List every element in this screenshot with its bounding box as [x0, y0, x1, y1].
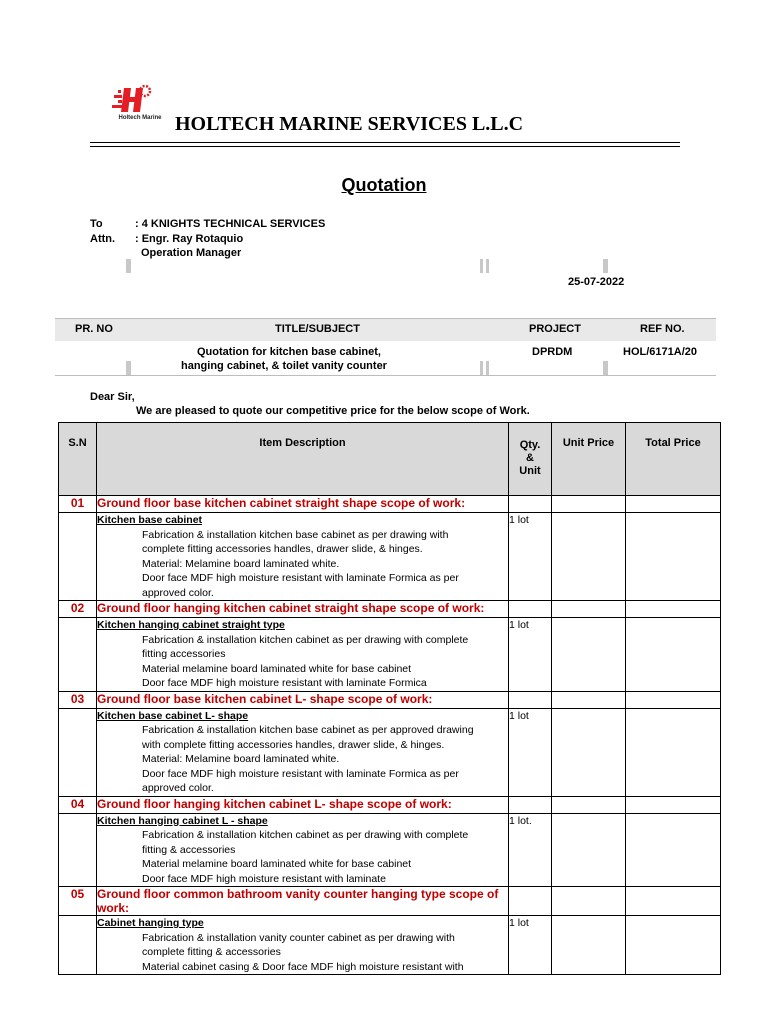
- empty-cell: [552, 813, 626, 887]
- cell-marker: [486, 259, 489, 273]
- total-price-header: Total Price: [626, 423, 721, 496]
- salutation: Dear Sir,: [90, 391, 135, 403]
- item-subtitle: Cabinet hanging type: [97, 917, 204, 929]
- item-description: [97, 513, 509, 601]
- item-subtitle: Kitchen base cabinet: [97, 514, 203, 526]
- project-value: DPRDM: [532, 346, 573, 358]
- item-qty: 1 lot: [509, 618, 552, 692]
- empty-cell: [552, 916, 626, 975]
- section-body-row: [59, 916, 721, 975]
- section-header-row: [59, 496, 721, 513]
- attn-label: Attn.: [90, 233, 116, 245]
- title-line-1: Quotation for kitchen base cabinet,: [197, 346, 381, 358]
- item-line: Fabrication & installation kitchen base cabinet as per drawing with: [142, 528, 449, 541]
- item-line: Door face MDF high moisture resistant with laminate Formica: [142, 677, 427, 689]
- item-line: fitting & accessories: [142, 843, 236, 856]
- attn-value: : Engr. Ray Rotaquio: [135, 233, 244, 245]
- empty-cell: [552, 796, 626, 813]
- item-line: Material cabinet casing & Door face MDF high moisture resistant with: [142, 960, 464, 973]
- section-number: 05: [59, 887, 97, 916]
- document-title: Quotation: [341, 175, 427, 195]
- empty-cell: [509, 601, 552, 618]
- item-line: approved color.: [142, 586, 214, 599]
- item-line: Door face MDF high moisture resistant with laminate Formica as per: [142, 767, 459, 780]
- cell-marker: [126, 361, 131, 375]
- item-line: Material melamine board laminated white for base cabinet: [142, 858, 412, 870]
- item-subtitle: Kitchen base cabinet L- shape: [97, 709, 249, 722]
- empty-cell: [59, 916, 97, 975]
- section-header-row: [59, 796, 721, 813]
- item-description: [97, 618, 509, 692]
- item-line: fitting accessories: [142, 648, 226, 660]
- empty-cell: [552, 691, 626, 708]
- cell-marker: [603, 259, 608, 273]
- empty-cell: [552, 513, 626, 601]
- ref-no-header: REF NO.: [640, 323, 685, 335]
- empty-cell: [59, 618, 97, 692]
- item-line: Material melamine board laminated white for base cabinet: [142, 662, 412, 675]
- item-line: Material: Melamine board laminated white.: [142, 557, 340, 570]
- section-title: Ground floor base kitchen cabinet L- shape scope of work:: [97, 691, 509, 708]
- empty-cell: [552, 708, 626, 796]
- item-subtitle: Kitchen hanging cabinet L - shape: [97, 814, 268, 827]
- item-line: Material: Melamine board laminated white.: [142, 753, 340, 765]
- section-title: Ground floor hanging kitchen cabinet straight shape scope of work:: [97, 601, 509, 618]
- item-line: approved color.: [142, 782, 214, 794]
- cell-marker: [480, 259, 483, 273]
- item-line: with complete fitting accessories handles, drawer slide, & hinges.: [142, 738, 445, 751]
- empty-cell: [552, 601, 626, 618]
- empty-cell: [59, 813, 97, 887]
- to-value: : 4 KNIGHTS TECHNICAL SERVICES: [135, 218, 326, 230]
- item-qty: 1 lot: [509, 513, 552, 601]
- empty-cell: [626, 601, 721, 618]
- header-rule: [90, 142, 680, 143]
- section-header-row: [59, 601, 721, 618]
- unit-price-header: Unit Price: [552, 423, 626, 496]
- item-description: [97, 708, 509, 796]
- empty-cell: [626, 813, 721, 887]
- logo-text: Holtech Marine: [118, 115, 162, 121]
- item-description: [97, 916, 509, 975]
- to-label: To: [90, 218, 103, 230]
- empty-cell: [509, 796, 552, 813]
- empty-cell: [626, 708, 721, 796]
- item-qty: 1 lot.: [509, 813, 552, 887]
- empty-cell: [626, 887, 721, 916]
- section-title: Ground floor common bathroom vanity counter hanging type scope of work:: [97, 887, 509, 916]
- cell-marker: [603, 361, 608, 375]
- section-title: Ground floor hanging kitchen cabinet L- shape scope of work:: [97, 796, 509, 813]
- attn-role: Operation Manager: [141, 247, 242, 259]
- item-line: Fabrication & installation kitchen base cabinet as per approved drawing: [142, 724, 474, 736]
- empty-cell: [509, 887, 552, 916]
- item-line: Fabrication & installation kitchen cabinet as per drawing with complete: [142, 633, 469, 646]
- item-subtitle: Kitchen hanging cabinet straight type: [97, 619, 285, 631]
- empty-cell: [59, 708, 97, 796]
- company-name: HOLTECH MARINE SERVICES L.L.C: [175, 113, 524, 135]
- title-subject-header: TITLE/SUBJECT: [275, 323, 360, 335]
- item-line: complete fitting & accessories: [142, 946, 281, 958]
- items-table: [58, 422, 721, 975]
- item-line: complete fitting accessories handles, drawer slide, & hinges.: [142, 543, 423, 555]
- empty-cell: [626, 796, 721, 813]
- pr-no-header: PR. NO: [75, 323, 113, 335]
- empty-cell: [59, 513, 97, 601]
- empty-cell: [626, 513, 721, 601]
- empty-cell: [509, 691, 552, 708]
- section-number: 03: [59, 691, 97, 708]
- title-line-2: hanging cabinet, & toilet vanity counter: [181, 360, 387, 372]
- item-line: Fabrication & installation vanity counter cabinet as per drawing with: [142, 931, 455, 944]
- cell-marker: [486, 361, 489, 375]
- empty-cell: [626, 618, 721, 692]
- intro-text: We are pleased to quote our competitive price for the below scope of Work.: [136, 405, 530, 417]
- cell-marker: [126, 259, 131, 273]
- section-body-row: [59, 618, 721, 692]
- qty-header: Qty. & Unit: [509, 423, 552, 496]
- empty-cell: [626, 496, 721, 513]
- section-number: 04: [59, 796, 97, 813]
- item-description: [97, 813, 509, 887]
- empty-cell: [626, 691, 721, 708]
- item-qty: 1 lot: [509, 916, 552, 975]
- section-header-row: [59, 691, 721, 708]
- section-number: 01: [59, 496, 97, 513]
- empty-cell: [552, 887, 626, 916]
- cell-marker: [480, 361, 483, 375]
- empty-cell: [509, 496, 552, 513]
- section-title: Ground floor base kitchen cabinet straight shape scope of work:: [97, 496, 509, 513]
- section-body-row: [59, 513, 721, 601]
- item-qty: 1 lot: [509, 708, 552, 796]
- project-table-header: [55, 318, 716, 341]
- empty-cell: [552, 618, 626, 692]
- project-header: PROJECT: [529, 323, 581, 335]
- section-number: 02: [59, 601, 97, 618]
- item-line: Fabrication & installation kitchen cabinet as per drawing with complete: [142, 829, 469, 841]
- sn-header: S.N: [59, 423, 97, 496]
- item-line: Door face MDF high moisture resistant with laminate Formica as per: [142, 572, 459, 584]
- quotation-date: 25-07-2022: [568, 276, 625, 288]
- section-body-row: [59, 813, 721, 887]
- item-line: Door face MDF high moisture resistant with laminate: [142, 872, 386, 885]
- description-header: Item Description: [97, 423, 509, 496]
- ref-no-value: HOL/6171A/20: [623, 346, 697, 358]
- header-rule-double: [90, 146, 680, 147]
- company-logo: [108, 84, 172, 130]
- section-body-row: [59, 708, 721, 796]
- empty-cell: [552, 496, 626, 513]
- empty-cell: [626, 916, 721, 975]
- section-header-row: [59, 887, 721, 916]
